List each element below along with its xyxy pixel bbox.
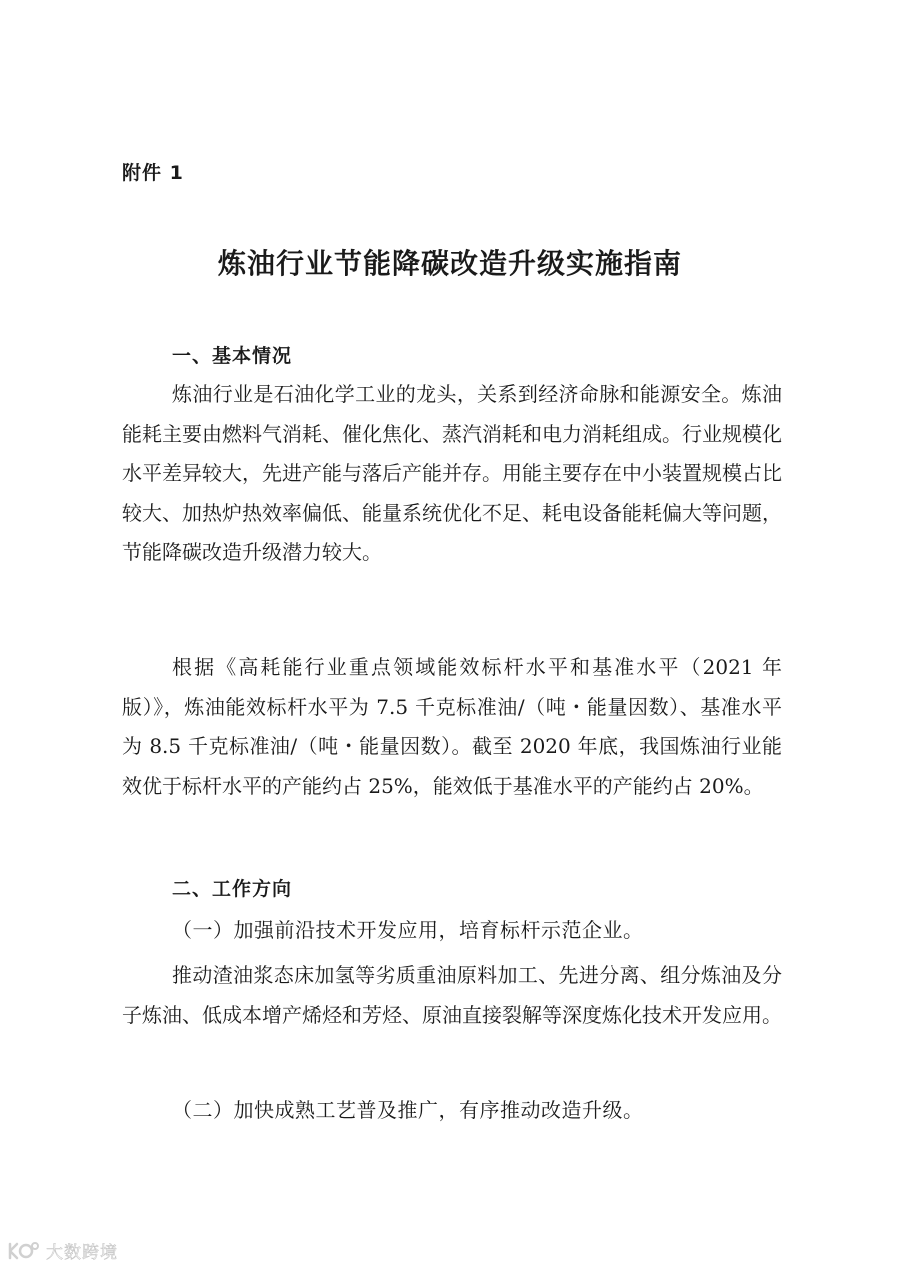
- watermark-text: 大数跨境: [46, 1243, 118, 1263]
- document-title: 炼油行业节能降碳改造升级实施指南: [217, 247, 682, 280]
- paragraph-basic-benchmark: 根据《高耗能行业重点领域能效标杆水平和基准水平（2021 年版）》，炼油能效标杆水平为 7.5 千克标准油/（吨・能量因数）、基准水平为 8.5 千克标准油/（吨・能量因数）。截至 2020 年底，我国炼油行业能效优于标杆水平的产能约占 25%，能效低于基准水平的产能约占 20%。: [122, 655, 782, 798]
- watermark: [6, 1238, 118, 1263]
- section-heading-basic: 一、基本情况: [172, 345, 293, 367]
- paragraph-basic-overview: 炼油行业是石油化学工业的龙头，关系到经济命脉和能源安全。炼油能耗主要由燃料气消耗、催化焦化、蒸汽消耗和电力消耗组成。行业规模化水平差异较大，先进产能与落后产能并存。用能主要存在中小装置规模占比较大、加热炉热效率偏低、能量系统优化不足、耗电设备能耗偏大等问题，节能降碳改造升级潜力较大。: [122, 382, 782, 564]
- section-heading-direction: 二、工作方向: [172, 878, 293, 900]
- brand-logo-icon: [6, 1240, 40, 1262]
- paragraph-frontier-tech: 推动渣油浆态床加氢等劣质重油原料加工、先进分离、组分炼油及分子炼油、低成本增产烯烃和芳烃、原油直接裂解等深度炼化技术开发应用。: [122, 963, 782, 1027]
- attachment-label: 附件 1: [122, 162, 184, 184]
- subheading-mature-process: （二）加快成熟工艺普及推广，有序推动改造升级。: [172, 1098, 644, 1122]
- subheading-frontier-tech: （一）加强前沿技术开发应用，培育标杆示范企业。: [172, 918, 644, 942]
